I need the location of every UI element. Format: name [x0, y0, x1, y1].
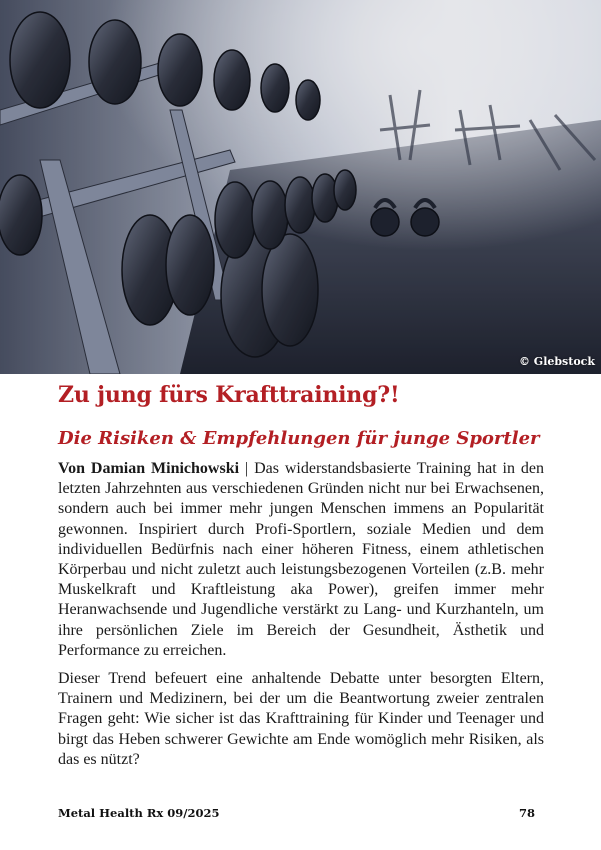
gym-dumbbell-rack-photo	[0, 0, 601, 374]
author-byline: Von Damian Minichowski	[58, 460, 240, 477]
byline-separator: |	[239, 460, 255, 477]
article-subtitle: Die Risiken & Empfehlungen für junge Sportler	[58, 428, 540, 449]
footer-page-number: 78	[519, 806, 536, 820]
paragraph-1	[58, 459, 544, 661]
paragraph-1-text: Das widerstandsbasierte Training hat in den letzten Jahrzehnten aus verschiedenen Gründen nicht nur bei Erwachsenen, sondern auch bei immer mehr jungen Menschen immens an Popularität gewonnen. Inspiriert durch Profi-Sportlern, soziale Medien und dem individuellen Bedürfnis nach einer höheren Fitness, einem athletischen Körperbau und nicht zuletzt auch leistungsbezogenen Vorteilen (z.B. mehr Muskelkraft und Kraftleistung aka Power), greifen immer mehr Heranwachsende und Jugendliche verstärkt zu Lang- und Kurzhanteln, um ihre persönlichen Ziele im Bereich der Gesundheit, Ästhetik und Performance zu erreichen.	[58, 460, 544, 659]
paragraph-2: Dieser Trend befeuert eine anhaltende Debatte unter besorgten Eltern, Trainern und Medizinern, bei der um die Beantwortung zweier zentralen Fragen geht: Wie sicher ist das Krafttraining für Kinder und Teenager und birgt das Heben schwerer Gewichte am Ende womöglich mehr Risiken, als das es nützt?	[58, 670, 544, 768]
article-title: Zu jung fürs Krafttraining?!	[58, 382, 400, 408]
photo-credit: © Glebstock	[518, 355, 595, 368]
article-body	[58, 459, 544, 778]
hero-photo	[0, 0, 601, 374]
footer-publication: Metal Health Rx 09/2025	[58, 806, 220, 820]
